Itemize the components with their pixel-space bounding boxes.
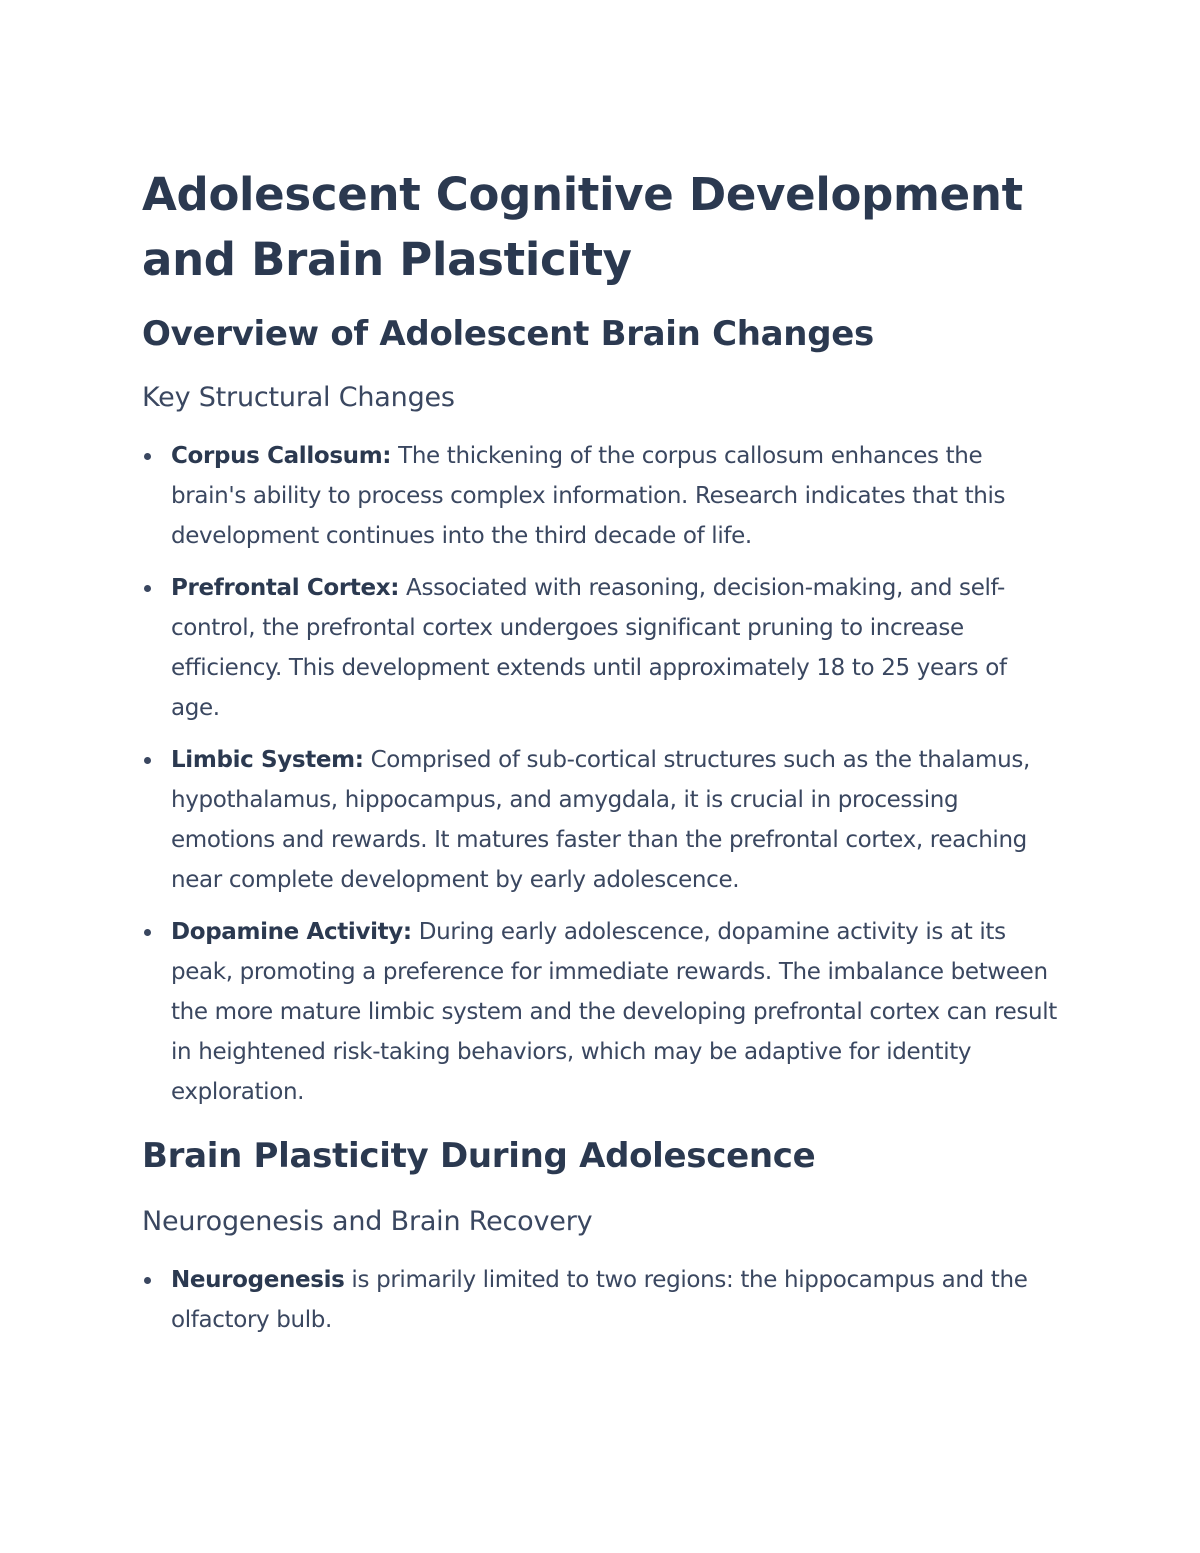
list-item-text: During early adolescence, dopamine activity is at its peak, promoting a preference for immediate rewards. The imbalance between the more mature limbic system and the developing prefrontal cortex can result in heightened risk-taking behaviors, which may be adaptive for identity exploration. [171,919,1057,1105]
bullet-icon [144,585,151,592]
list-item-text: is primarily limited to two regions: the hippocampus and the olfactory bulb. [171,1267,1028,1333]
list-item-term: Dopamine Activity: [171,919,412,945]
list-item [142,740,1062,900]
subheading-structural-changes: Key Structural Changes [142,382,455,413]
bullet-icon [144,757,151,764]
list-item-text: The thickening of the corpus callosum enhances the brain's ability to process complex information. Research indicates that this development continues into the third decade of life. [171,443,1006,549]
list-item-text: Comprised of sub-cortical structures such as the thalamus, hypothalamus, hippocampus, and amygdala, it is crucial in processing emotions and rewards. It matures faster than the prefrontal cortex, reaching near complete development by early adolescence. [171,747,1030,893]
list-item [142,912,1062,1112]
neurogenesis-list [142,1260,1062,1340]
section-heading-brain-plasticity: Brain Plasticity During Adolescence [142,1136,816,1176]
list-item [142,436,1062,556]
structural-changes-list [142,436,1062,1112]
list-item [142,568,1062,728]
list-item-term: Corpus Callosum: [171,443,392,469]
bullet-icon [144,929,151,936]
section-heading-brain-changes: Overview of Adolescent Brain Changes [142,314,874,354]
document-page [142,162,1062,1340]
document-title: Adolescent Cognitive Development and Brain Plasticity [142,168,1023,286]
list-item-term: Neurogenesis [171,1267,345,1293]
list-item-term: Prefrontal Cortex: [171,575,400,601]
list-item [142,1260,1062,1340]
bullet-icon [144,1277,151,1284]
list-item-text: Associated with reasoning, decision-making, and self-control, the prefrontal cortex undergoes significant pruning to increase efficiency. This development extends until approximately 18 to 25 years of age. [171,575,1007,721]
bullet-icon [144,453,151,460]
subheading-neurogenesis: Neurogenesis and Brain Recovery [142,1206,593,1237]
list-item-term: Limbic System: [171,747,364,773]
